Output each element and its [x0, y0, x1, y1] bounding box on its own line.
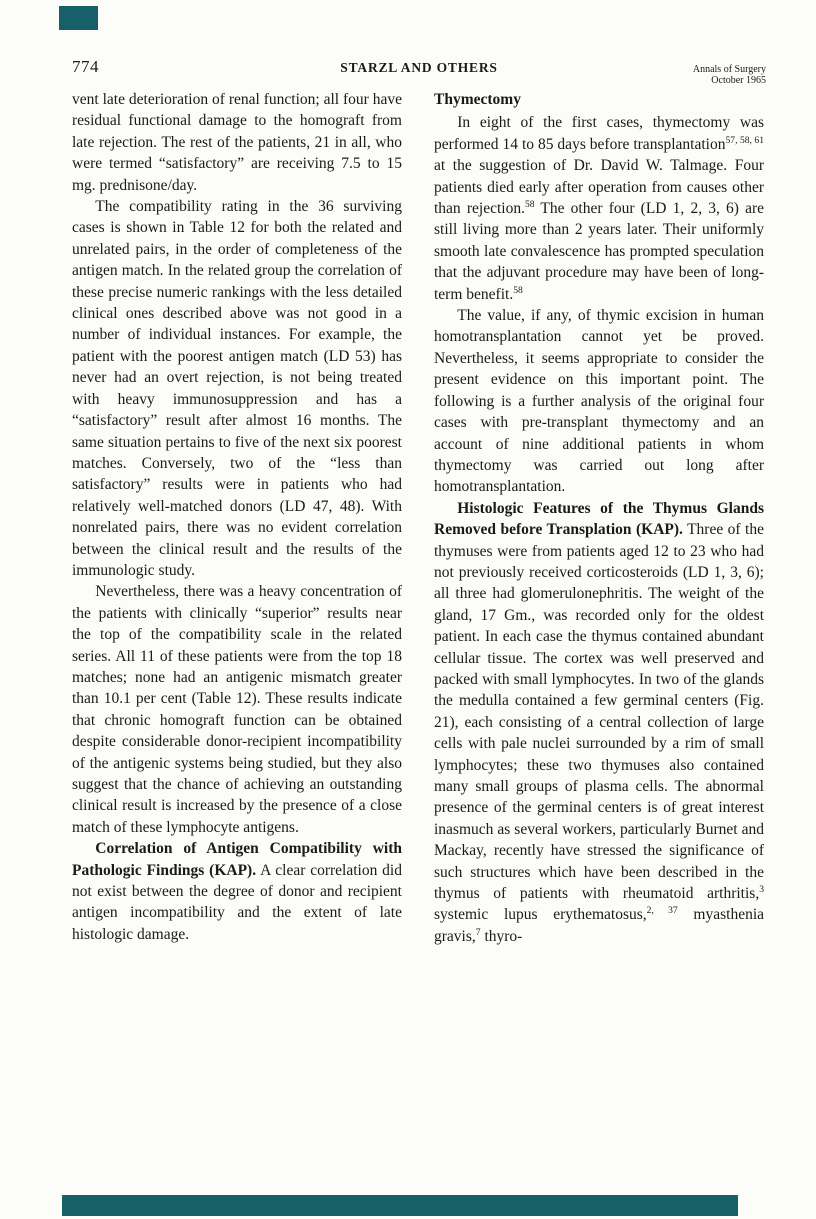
text-run: thyro- — [480, 927, 523, 945]
page-number: 774 — [72, 57, 99, 76]
text-run: In eight of the first cases, thymectomy was performed 14 to 85 days before transplantation — [434, 114, 764, 153]
column-right — [434, 89, 764, 947]
text-run: A clear correlation did not exist between the degree of donor and recipient antigen incompatibility and the extent of late histologic damage. — [72, 861, 402, 943]
bold-run: Histologic Features of the Thymus Glands Removed before Transplation (KAP). — [434, 499, 764, 539]
section-heading — [434, 89, 764, 110]
scan-artifact-top — [59, 6, 98, 30]
paragraph — [72, 89, 402, 196]
bold-run: Correlation of Antigen Compatibility with Pathologic Findings (KAP). — [72, 840, 402, 879]
footnote-reference: 57, 58, 61 — [725, 134, 765, 146]
footnote-reference: 3 — [759, 883, 764, 895]
running-title: STARZL AND OTHERS — [340, 60, 498, 75]
scan-artifact-bottom — [62, 1195, 738, 1216]
text-run: The other four (LD 1, 2, 3, 6) are still living more than 2 years later. Their uniformly smooth late convalescence has prompted speculation that the adjuvant procedure may have been of long-term benefit. — [434, 200, 765, 303]
footnote-reference: 58 — [513, 284, 523, 296]
text-run: vent late deterioration of renal function; all four have residual functional damage to the homograft from late rejection. The rest of the patients, 21 in all, who were termed “satisfactory” are receiving 7.5 to 15 mg. prednisone/day. — [72, 91, 402, 194]
footnote-reference: 2, 37 — [646, 905, 678, 917]
paragraph — [434, 498, 764, 948]
journal-issue: October 1965 — [711, 75, 766, 86]
text-run: The compatibility rating in the 36 surviving cases is shown in Table 12 for both the related and unrelated pairs, in the order of completeness of the antigen match. In the related group the correlation of these precise numeric rankings with the less detailed clinical ones described above was not good in a number of individual instances. For example, the patient with the poorest antigen match (LD 53) has never had an overt rejection, is not being treated with heavy immunosuppression and has a “satisfactory” result after almost 16 months. The same situation pertains to five of the next six poorest matches. Conversely, two of the “less than satisfactory” results were in patients who had relatively well-matched donors (LD 47, 48). With nonrelated pairs, there was no evident correlation between the clinical result and the results of the immunologic study. — [72, 198, 402, 579]
text-run: at the suggestion of Dr. David W. Talmage. Four patients died early after operation from causes other than rejection. — [434, 157, 764, 218]
paragraph — [434, 305, 764, 498]
page-header — [72, 57, 766, 86]
journal-info — [636, 64, 766, 86]
column-left — [72, 89, 402, 947]
text-run: The value, if any, of thymic excision in human homotransplantation cannot yet be proved. Nevertheless, it seems appropriate to consider the present evidence on this important point. The following is a further analysis of the original four cases with pre-transplant thymectomy and an account of nine additional patients in whom thymectomy was carried out long after homotransplantation. — [434, 307, 764, 496]
text-run: Nevertheless, there was a heavy concentration of the patients with clinically “superior” results near the top of the compatibility scale in the related series. All 11 of these patients were from the top 18 matches; none had an antigenic mismatch greater than 10.1 per cent (Table 12). These results indicate that chronic homograft function can be obtained despite considerable donor-recipient incompatibility of the antigenic systems being studied, but they also suggest that the chance of achieving an outstanding clinical result is increased by the presence of a close match of these lymphocyte antigens. — [72, 583, 402, 836]
footnote-reference: 58 — [524, 198, 535, 210]
paragraph — [72, 196, 402, 581]
text-run: Three of the thymuses were from patients aged 12 to 23 who had not previously received corticosteroids (LD 1, 3, 6); all three had glomerulonephritis. The weight of the gland, 17 Gm., was recorded only for the oldest patient. In each case the thymus contained abundant cellular tissue. The cortex was well preserved and packed with small lymphocytes. In two of the glands the medulla contained a few germinal centers (Fig. 21), each consisting of a central collection of large cells with pale nuclei surrounded by a rim of small lymphocytes; these two thymuses also contained many small groups of plasma cells. The abnormal presence of the germinal centers is of great interest inasmuch as several workers, particularly Burnet and Mackay, recently have stressed the significance of such structures which have been described in the thymus of patients with rheumatoid arthritis, — [434, 521, 764, 903]
text-run: myasthenia gravis, — [434, 906, 765, 945]
text-run: systemic lupus erythematosus, — [434, 906, 647, 924]
bold-run: Thymectomy — [434, 91, 521, 108]
footnote-reference: 7 — [475, 926, 481, 938]
paragraph — [434, 112, 764, 305]
journal-name: Annals of Surgery — [692, 64, 766, 75]
paragraph — [72, 581, 402, 838]
article-body — [72, 89, 764, 947]
paragraph — [72, 838, 402, 945]
